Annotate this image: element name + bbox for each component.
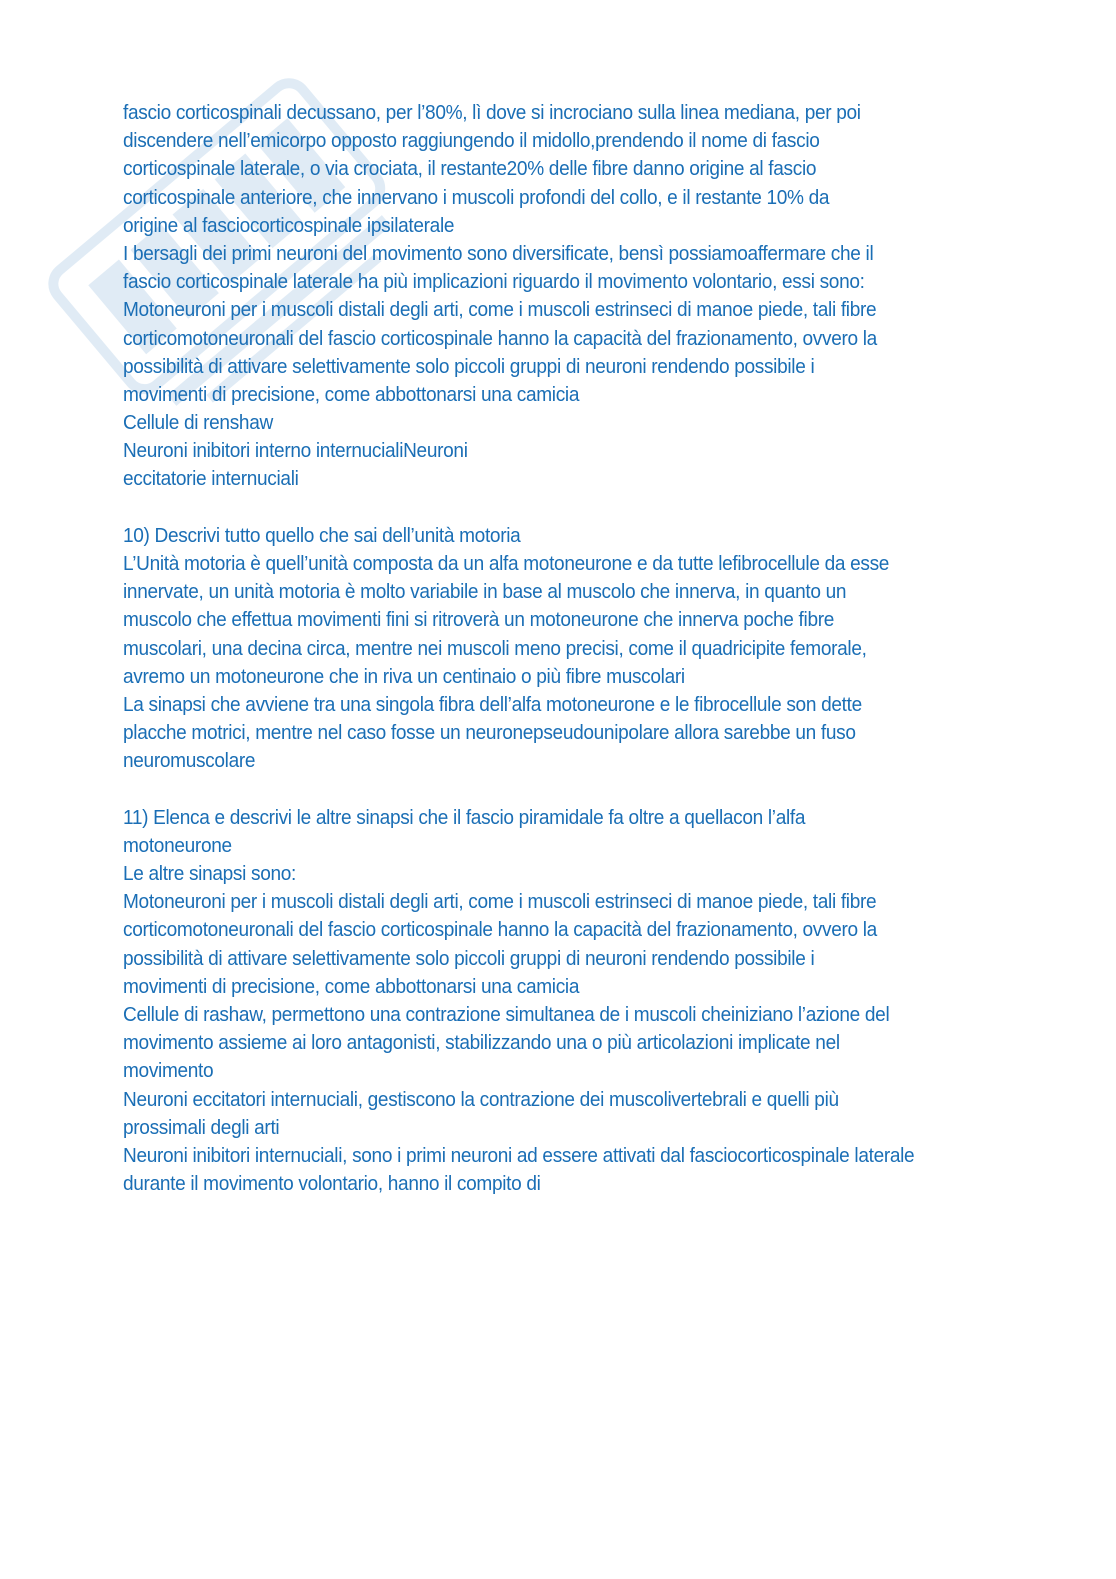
- text-line: movimenti di precisione, come abbottonarsi una camicia: [123, 974, 580, 998]
- text-line: Neuroni eccitatori internuciali, gestiscono la contrazione dei muscolivertebrali e quelli più: [123, 1087, 839, 1111]
- text-line: muscolari, una decina circa, mentre nei muscoli meno precisi, come il quadricipite femorale,: [123, 636, 867, 660]
- text-line: corticomotoneuronali del fascio corticospinale hanno la capacità del frazionamento, ovvero la: [123, 918, 877, 942]
- text-line: Cellule di renshaw: [123, 411, 273, 435]
- question-heading: motoneurone: [123, 833, 232, 857]
- section-question-11: [123, 804, 932, 1199]
- question-heading: 11) Elenca e descrivi le altre sinapsi che il fascio piramidale fa oltre a quellacon l’alfa: [123, 805, 806, 829]
- text-line: Motoneuroni per i muscoli distali degli arti, come i muscoli estrinseci di manoe piede, tali fibre: [123, 298, 877, 322]
- text-line: discendere nell’emicorpo opposto raggiungendo il midollo,prendendo il nome di fascio: [123, 129, 820, 153]
- text-line: durante il movimento volontario, hanno il compito di: [123, 1172, 541, 1196]
- text-line: Cellule di rashaw, permettono una contrazione simultanea de i muscoli cheiniziano l’azione del: [123, 1003, 890, 1026]
- text-line: corticospinale anteriore, che innervano i muscoli profondi del collo, e il restante 10% da: [123, 185, 830, 209]
- text-line: muscolo che effettua movimenti fini si ritroverà un motoneurone che innerva poche fibre: [123, 608, 835, 632]
- section-question-10: [123, 522, 932, 776]
- text-line: movimento: [123, 1059, 214, 1083]
- text-line: placche motrici, mentre nel caso fosse un neuronepseudounipolare allora sarebbe un fuso: [123, 721, 856, 745]
- text-line: movimenti di precisione, come abbottonarsi una camicia: [123, 382, 580, 406]
- text-line: La sinapsi che avviene tra una singola fibra dell’alfa motoneurone e le fibrocellule son dette: [123, 692, 862, 716]
- text-line: Neuroni inibitori internuciali, sono i primi neuroni ad essere attivati dal fasciocorticospinale laterale: [123, 1143, 915, 1167]
- text-line: Neuroni inibitori interno internucialiNeuroni: [123, 439, 468, 463]
- text-line: fascio corticospinale laterale ha più implicazioni riguardo il movimento volontario, essi sono:: [123, 270, 865, 294]
- question-heading: 10) Descrivi tutto quello che sai dell’unità motoria: [123, 523, 521, 547]
- text-line: L’Unità motoria è quell’unità composta da un alfa motoneurone e da tutte lefibrocellule da esse: [123, 552, 890, 575]
- text-line: corticomotoneuronali del fascio corticospinale hanno la capacità del frazionamento, ovvero la: [123, 326, 877, 350]
- section-fascio-corticospinale: [123, 99, 932, 494]
- text-line: possibilità di attivare selettivamente solo piccoli gruppi di neuroni rendendo possibile i: [123, 354, 815, 378]
- text-line: corticospinale laterale, o via crociata, il restante20% delle fibre danno origine al fascio: [123, 157, 817, 181]
- text-line: eccitatorie internuciali: [123, 467, 299, 491]
- paragraph-gap: [123, 494, 932, 522]
- text-line: origine al fasciocorticospinale ipsilaterale: [123, 213, 455, 237]
- text-line: neuromuscolare: [123, 749, 256, 773]
- text-line: fascio corticospinali decussano, per l’80%, lì dove si incrociano sulla linea mediana, per poi: [123, 101, 861, 124]
- text-line: Motoneuroni per i muscoli distali degli arti, come i muscoli estrinseci di manoe piede, tali fibre: [123, 890, 877, 914]
- text-line: innervate, un unità motoria è molto variabile in base al muscolo che innerva, in quanto un: [123, 580, 847, 604]
- text-line: avremo un motoneurone che in riva un centinaio o più fibre muscolari: [123, 664, 685, 688]
- text-line: movimento assieme ai loro antagonisti, stabilizzando una o più articolazioni implicate nel: [123, 1031, 840, 1055]
- text-line: prossimali degli arti: [123, 1115, 280, 1139]
- text-line: I bersagli dei primi neuroni del movimento sono diversificate, bensì possiamoaffermare che il: [123, 241, 874, 265]
- paragraph-gap: [123, 776, 932, 804]
- text-line: Le altre sinapsi sono:: [123, 862, 297, 886]
- text-line: possibilità di attivare selettivamente solo piccoli gruppi di neuroni rendendo possibile i: [123, 946, 815, 970]
- document-text: [123, 99, 932, 1198]
